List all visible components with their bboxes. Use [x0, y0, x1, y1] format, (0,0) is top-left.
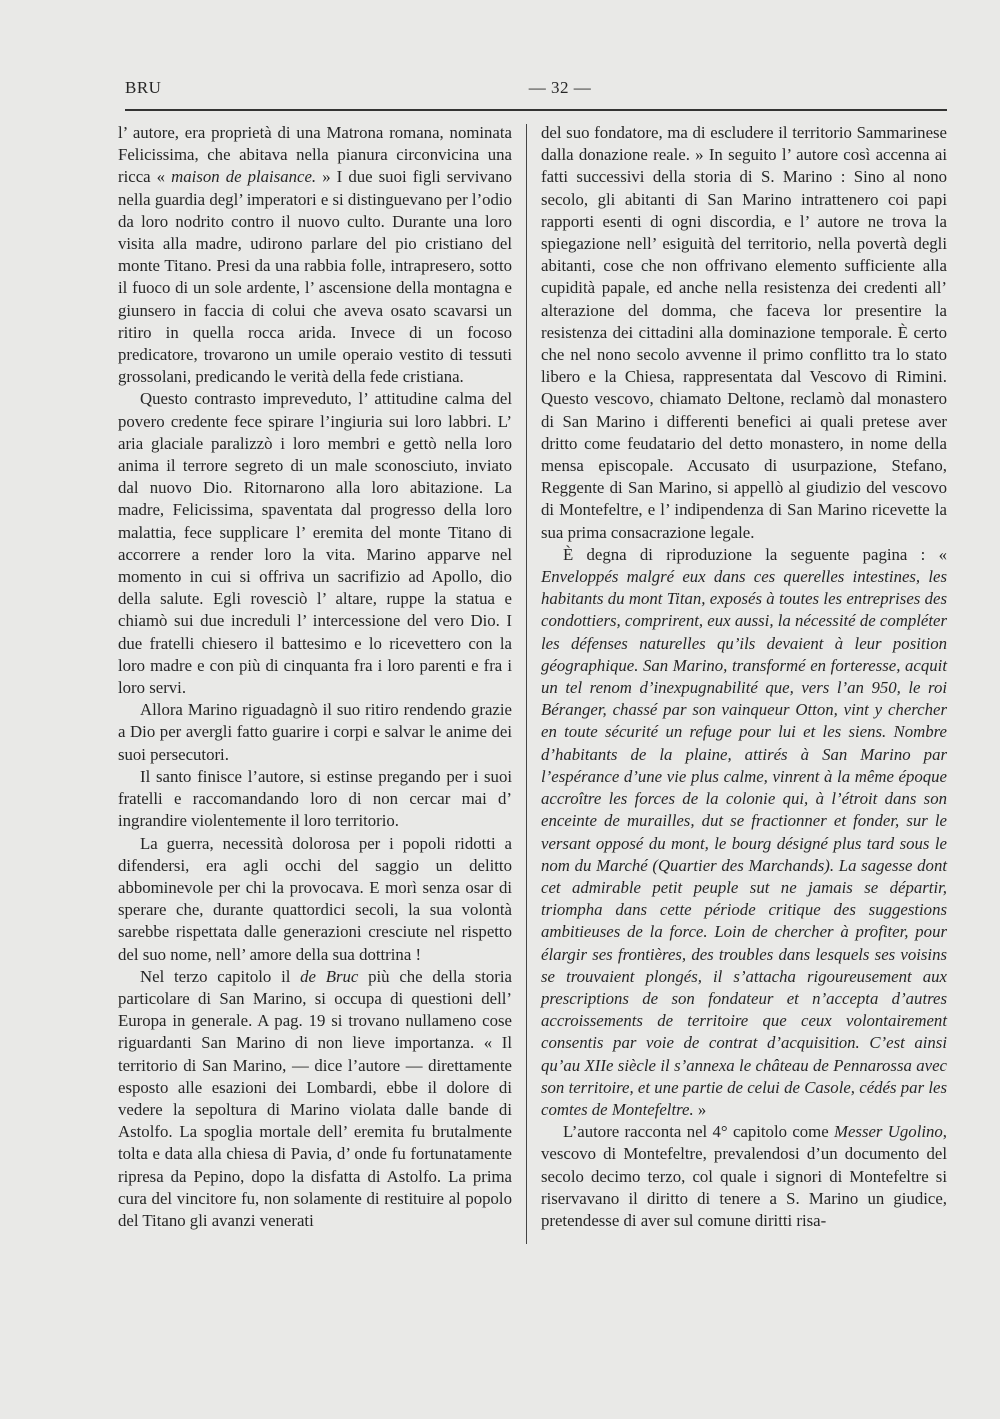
paragraph — [118, 766, 512, 833]
paragraph-text: Allora Marino riguadagnò il suo ritiro rendendo grazie a Dio per avergli fatto guarire i corpi e salvar le anime dei suoi persecutori. — [118, 700, 512, 764]
italic-text: Enveloppés malgré eux dans ces querelles intestines, les habitants du mont Titan, exposés à toutes les entreprises des condottiers, comprirent, eux aussi, la nécessité de compléter les défenses naturelles qu’ils devaient à leur position géographique. San Marino, transformé en forteresse, acquit un tel renom d’inexpugnabilité que, vers l’an 950, le roi Béranger, chassé par son vainqueur Otton, vint y chercher en toute sécurité un refuge pour lui et les siens. Nombre d’habitants de la plaine, attirés à San Marino par l’espérance d’une vie plus calme, vinrent à la même époque accroître les forces de la colonie qui, à l’étroit dans son enceinte de murailles, dut se fractionner et fonder, sur le versant opposé du mont, le bourg désigné plus tard sous le nom du Marché (Quartier des Marchands). La sagesse dont cet admirable petit peuple sut ne jamais se départir, triompha dans cette période critique des suggestions ambitieuses de la force. Loin de chercher à profiter, pour élargir ses frontières, des troubles dans lesquels ses voisins se trouvaient plongés, il s’attacha rigoureusement aux prescriptions de son fondateur et n’accepta d’autres accroissements de territoire que ceux volontairement consentis par voie de contrat d’acquisition. C’est ainsi qu’au XIIe siècle il s’annexa le château de Pennarossa avec son territoire, et une partie de celui de Casole, cédés par les comtes de Montefeltre. — [541, 567, 947, 1119]
right-column — [541, 122, 947, 1232]
page-header — [125, 78, 945, 106]
paragraph-text: La guerra, necessità dolorosa per i popoli ridotti a difendersi, era agli occhi del saggio un delitto abbominevole per chi la provocava. E morì senza osar di sperare che, durante quattordici secoli, la sua volontà sarebbe rispettata dalle generazioni cresciute nel rispetto del suo nome, nell’ amore della sua dottrina ! — [118, 833, 512, 964]
italic-text: de Bruc — [300, 966, 359, 986]
header-rule — [125, 109, 947, 111]
paragraph — [541, 544, 947, 1121]
paragraph — [118, 388, 512, 699]
paragraph-text: » I due suoi figli servivano nella guardia degl’ imperatori e si distinguevano per l’odio da loro nodrito contro il nuovo culto. Durante una loro visita alla madre, udirono parlare del pio cristiano del monte Titano. Presi da una rabbia folle, intrapresero, sotto il fuoco di un sole ardente, l’ ascensione della montagna e giunsero in faccia di colui che aveva osato scavarsi un ritiro in quella rocca arida. Invece di un focoso predicatore, trovarono un umile operaio vestito di tessuti grossolani, predicando le verità della fede cristiana. — [118, 167, 512, 387]
running-head: BRU — [125, 78, 162, 97]
left-column — [118, 122, 512, 1232]
paragraph-text: » — [693, 1099, 707, 1119]
paragraph-text: Questo contrasto impreveduto, l’ attitudine calma del povero credente fece spirare l’ingiuria sui loro labbri. L’ aria glaciale paralizzò i loro membri e gettò nella loro anima il terrore segreto di un male sconosciuto, inviato dal nuovo Dio. Ritornarono alla loro abitazione. La madre, Felicissima, spaventata dal progresso della loro malattia, fece supplicare l’ eremita del monte Titano di accorrere a render loro la vita. Marino apparve nel momento in cui si offriva un sacrifizio ad Apollo, dio della salute. Egli rovesciò l’ altare, ruppe la statua e chiamò sui due increduli l’ intercessione del vero Dio. I due fratelli chiesero il battesimo e lo ricevettero con la loro madre e con più di cinquanta fra i loro parenti e fra i loro servi. — [118, 389, 512, 698]
page-number: — 32 — — [528, 78, 592, 97]
paragraph — [118, 699, 512, 766]
paragraph-text: , vescovo di Montefeltre, prevalendosi d’un documento del secolo decimo terzo, col quale i signori di Montefeltre si riservavano il diritto di tenere a S. Marino un giudice, pretendesse di aver sul comune diritti risa- — [541, 1122, 947, 1230]
paragraph-text: del suo fondatore, ma di escludere il territorio Sammarinese dalla donazione reale. » In seguito l’ autore così accenna ai fatti successivi della storia di S. Marino : Sino al nono secolo, gli abitanti di San Marino intrattenero coi papi rapporti esenti di ogni discordia, e l’ autore ne trova la spiegazione nell’ esiguità del territorio, nella povertà degli abitanti, cose che non offrivano elemento sufficiente alla cupidità papale, ed anche nella resistenza dei credenti all’ alterazione del domma, che faceva lor presentire la resistenza dei cittadini alla dominazione temporale. È certo che nel nono secolo avvenne il primo conflitto tra lo stato libero e la Chiesa, rappresentata dal Vescovo di Rimini. Questo vescovo, chiamato Deltone, reclamò dal monastero di San Marino i differenti benefici ai quali pretese aver dritto come feudatario del detto monastero, in nome della mensa episcopale. Accusato di usurpazione, Stefano, Reggente di San Marino, si appellò al giudizio del vescovo di Montefeltre, e l’ indipendenza di San Marino ricevette la sua prima consacrazione legale. — [541, 123, 947, 542]
paragraph-text: Nel terzo capitolo il — [140, 966, 301, 986]
paragraph — [118, 833, 512, 966]
italic-text: maison de plaisance. — [171, 167, 317, 187]
paragraph-text: l’ autore, era proprietà di una Matrona romana, nominata Felicissima, che abitava nella pianura circonvicina una ricca « — [118, 123, 512, 187]
paragraph — [118, 122, 512, 388]
paragraph-text: più che della storia particolare di San Marino, si occupa di questioni dell’ Europa in generale. A pag. 19 si trovano nullameno cose riguardanti San Marino di non lieve importanza. « Il territorio di San Marino, — dice l’autore — direttamente esposto alle esazioni dei Lombardi, ebbe il dolore di vedere la sepoltura di Marino violata dalle bande di Astolfo. La spoglia mortale dell’ eremita fu brutalmente tolta e data alla chiesa di Pavia, d’ onde fu fortunatamente ripresa da Pepino, dopo la disfatta di Astolfo. La prima cura del vincitore fu, non solamente di restituire al popolo del Titano gli avanzi venerati — [118, 966, 512, 1230]
paragraph — [541, 1121, 947, 1232]
column-divider — [526, 124, 527, 1244]
paragraph-text: È degna di riproduzione la seguente pagina : « — [563, 544, 947, 564]
italic-text: Messer Ugolino — [834, 1122, 943, 1142]
paragraph — [118, 966, 512, 1232]
paragraph-text: Il santo finisce l’autore, si estinse pregando per i suoi fratelli e raccomandando loro di non cercar mai d’ ingrandire violentemente il loro territorio. — [118, 766, 512, 831]
paragraph-text: L’autore racconta nel 4° capitolo come — [563, 1122, 834, 1142]
paragraph — [541, 122, 947, 544]
